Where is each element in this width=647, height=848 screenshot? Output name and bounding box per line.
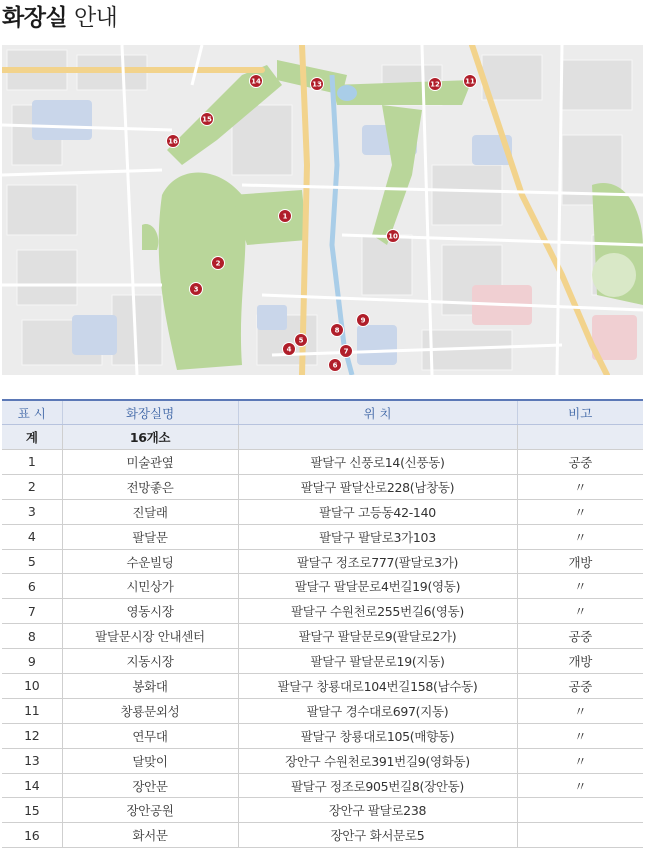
map-marker-label: 13 xyxy=(312,80,322,89)
table-header-row xyxy=(2,400,643,425)
cell-note: 〃 xyxy=(517,524,643,549)
total-row xyxy=(2,425,643,450)
table-row xyxy=(2,798,643,823)
cell-location: 팔달구 창룡대로104번길158(남수동) xyxy=(238,674,517,699)
cell-note: 〃 xyxy=(517,599,643,624)
col-header-note: 비고 xyxy=(517,400,643,425)
cell-name: 팔달문 xyxy=(62,524,238,549)
table-row xyxy=(2,474,643,499)
cell-location: 장안구 수원천로391번길9(영화동) xyxy=(238,748,517,773)
map-marker-label: 6 xyxy=(332,361,338,370)
cell-mark: 5 xyxy=(2,549,62,574)
cell-location: 팔달구 팔달문로19(지동) xyxy=(238,649,517,674)
cell-mark: 6 xyxy=(2,574,62,599)
page-title-light: 안내 xyxy=(73,5,118,31)
cell-mark: 11 xyxy=(2,698,62,723)
cell-name: 수운빌딩 xyxy=(62,549,238,574)
cell-note: 공중 xyxy=(517,624,643,649)
table-row xyxy=(2,499,643,524)
table-row xyxy=(2,823,643,848)
cell-name: 연무대 xyxy=(62,723,238,748)
map-marker-label: 8 xyxy=(334,326,340,335)
cell-location: 팔달구 팔달산로228(남창동) xyxy=(238,474,517,499)
table-row xyxy=(2,773,643,798)
cell-name: 시민상가 xyxy=(62,574,238,599)
cell-note: 〃 xyxy=(517,723,643,748)
cell-name: 팔달문시장 안내센터 xyxy=(62,624,238,649)
table-row xyxy=(2,723,643,748)
map-marker-label: 12 xyxy=(430,80,440,89)
cell-name: 영동시장 xyxy=(62,599,238,624)
cell-name: 장안문 xyxy=(62,773,238,798)
cell-location: 팔달구 팔달문로4번길19(영동) xyxy=(238,574,517,599)
cell-mark: 16 xyxy=(2,823,62,848)
cell-note xyxy=(517,823,643,848)
cell-mark: 13 xyxy=(2,748,62,773)
cell-note: 공중 xyxy=(517,674,643,699)
map-marker-label: 1 xyxy=(282,212,288,221)
cell-note xyxy=(517,798,643,823)
cell-mark: 8 xyxy=(2,624,62,649)
page-title-bold: 화장실 xyxy=(2,5,68,31)
cell-name: 봉화대 xyxy=(62,674,238,699)
cell-note: 〃 xyxy=(517,773,643,798)
col-header-mark: 표 시 xyxy=(2,400,62,425)
map-marker-label: 11 xyxy=(465,77,475,86)
cell-location: 팔달구 수원천로255번길6(영동) xyxy=(238,599,517,624)
cell-note: 〃 xyxy=(517,698,643,723)
total-count: 16개소 xyxy=(62,425,238,450)
cell-name: 달맞이 xyxy=(62,748,238,773)
cell-name: 진달래 xyxy=(62,499,238,524)
cell-name: 전망좋은 xyxy=(62,474,238,499)
total-empty xyxy=(517,425,643,450)
cell-note: 〃 xyxy=(517,474,643,499)
cell-location: 팔달구 정조로905번길8(장안동) xyxy=(238,773,517,798)
map-marker-label: 10 xyxy=(388,232,398,241)
cell-mark: 9 xyxy=(2,649,62,674)
cell-name: 화서문 xyxy=(62,823,238,848)
map-marker-label: 5 xyxy=(298,336,304,345)
toilet-table xyxy=(2,399,643,848)
cell-location: 팔달구 고등동42-140 xyxy=(238,499,517,524)
total-label: 계 xyxy=(2,425,62,450)
cell-name: 지동시장 xyxy=(62,649,238,674)
cell-mark: 1 xyxy=(2,450,62,475)
table-row xyxy=(2,698,643,723)
map-marker-label: 14 xyxy=(251,77,261,86)
map-marker-label: 4 xyxy=(286,345,292,354)
map-marker-label: 15 xyxy=(202,115,212,124)
cell-mark: 7 xyxy=(2,599,62,624)
total-empty xyxy=(238,425,517,450)
cell-mark: 14 xyxy=(2,773,62,798)
map-marker-label: 3 xyxy=(193,285,199,294)
table-row xyxy=(2,599,643,624)
cell-location: 팔달구 신풍로14(신풍동) xyxy=(238,450,517,475)
cell-mark: 4 xyxy=(2,524,62,549)
col-header-name: 화장실명 xyxy=(62,400,238,425)
cell-name: 창룡문외성 xyxy=(62,698,238,723)
cell-mark: 15 xyxy=(2,798,62,823)
cell-note: 〃 xyxy=(517,574,643,599)
cell-note: 개방 xyxy=(517,649,643,674)
map-marker-label: 9 xyxy=(360,316,366,325)
cell-location: 팔달구 팔달문로9(팔달로2가) xyxy=(238,624,517,649)
cell-location: 팔달구 창룡대로105(매향동) xyxy=(238,723,517,748)
cell-name: 미술관옆 xyxy=(62,450,238,475)
cell-note: 〃 xyxy=(517,499,643,524)
cell-location: 팔달구 경수대로697(지동) xyxy=(238,698,517,723)
cell-mark: 10 xyxy=(2,674,62,699)
cell-name: 장안공원 xyxy=(62,798,238,823)
table-row xyxy=(2,574,643,599)
table-row xyxy=(2,450,643,475)
table-row xyxy=(2,524,643,549)
map-marker-label: 16 xyxy=(168,137,178,146)
map-graphic xyxy=(2,45,643,375)
cell-location: 장안구 팔달로238 xyxy=(238,798,517,823)
cell-note: 공중 xyxy=(517,450,643,475)
map-marker-label: 2 xyxy=(215,259,221,268)
table-row xyxy=(2,624,643,649)
cell-location: 팔달구 정조로777(팔달로3가) xyxy=(238,549,517,574)
cell-mark: 3 xyxy=(2,499,62,524)
toilet-location-map[interactable] xyxy=(2,45,643,375)
page-title xyxy=(2,0,117,38)
cell-mark: 12 xyxy=(2,723,62,748)
table-row xyxy=(2,674,643,699)
col-header-location: 위 치 xyxy=(238,400,517,425)
table-row xyxy=(2,748,643,773)
table-row xyxy=(2,549,643,574)
cell-note: 개방 xyxy=(517,549,643,574)
table-row xyxy=(2,649,643,674)
cell-mark: 2 xyxy=(2,474,62,499)
cell-location: 팔달구 팔달로3가103 xyxy=(238,524,517,549)
cell-note: 〃 xyxy=(517,748,643,773)
cell-location: 장안구 화서문로5 xyxy=(238,823,517,848)
map-marker-label: 7 xyxy=(343,347,349,356)
